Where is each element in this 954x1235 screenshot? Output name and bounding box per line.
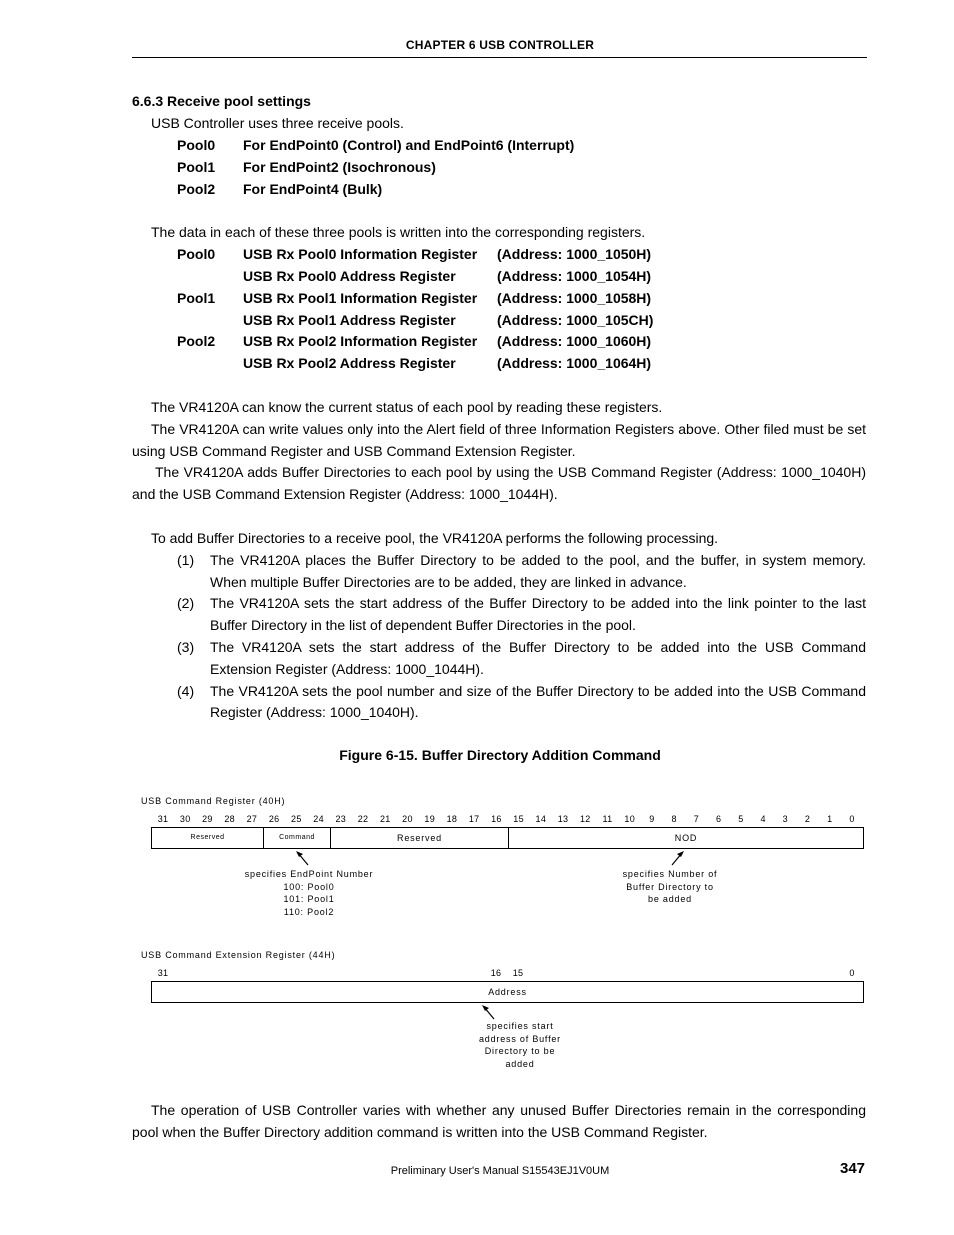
bit-number: 2 (804, 814, 811, 824)
pool-name: Pool0 (177, 137, 216, 153)
bit-number: 30 (179, 814, 191, 824)
bit-number: 27 (246, 814, 258, 824)
bit-number: 16 (491, 814, 502, 824)
note-nod: specifies Number of Buffer Directory to be added (622, 869, 718, 904)
register-label: USB Command Register (40H) (141, 796, 286, 806)
bit-numbers-row (0, 814, 954, 826)
bit-number: 12 (579, 814, 591, 824)
field-reserved-high: Reserved (152, 828, 264, 848)
register-address: (Address: 1000_1064H) (497, 355, 652, 371)
register-pool: Pool0 (177, 246, 216, 262)
bit-number: 26 (268, 814, 280, 824)
note-address: specifies start address of Buffer Directory to be added (479, 1021, 561, 1069)
register-name: USB Rx Pool2 Address Register (243, 355, 456, 371)
paragraph-line: and the USB Command Extension Register (Address: 1000_1044H). (132, 486, 558, 502)
bit-number: 23 (335, 814, 347, 824)
page-number: 347 (840, 1160, 866, 1177)
footer-manual: Preliminary User's Manual S15543EJ1V0UM (390, 1165, 610, 1177)
usb-command-register (151, 827, 864, 849)
register-pool: Pool2 (177, 333, 216, 349)
bit-number: 0 (849, 814, 855, 824)
section-title: 6.6.3 Receive pool settings (132, 93, 311, 109)
step-text: Buffer Directory in the list of dependent Buffer Directories in the pool. (210, 617, 636, 633)
paragraph-line: using USB Command Register and USB Command Extension Register. (132, 443, 576, 459)
bit-number: 31 (157, 814, 169, 824)
bit-number: 18 (446, 814, 458, 824)
arrow-icon (290, 848, 314, 868)
bit-number: 17 (468, 814, 480, 824)
bit-number: 19 (424, 814, 436, 824)
arrow-icon (666, 848, 690, 868)
step-text: Register (Address: 1000_1040H). (210, 704, 419, 720)
field-reserved-mid: Reserved (331, 828, 509, 848)
bit-number: 15 (513, 814, 524, 824)
figure-title: Figure 6-15. Buffer Directory Addition Command (339, 747, 661, 763)
pool-desc: For EndPoint4 (Bulk) (243, 181, 383, 197)
bit-number: 4 (760, 814, 766, 824)
register-pool: Pool1 (177, 290, 216, 306)
paragraph-line: The VR4120A can write values only into the Alert field of three Information Registers above. Other filed must be set (151, 421, 866, 437)
register-name: USB Rx Pool1 Address Register (243, 312, 456, 328)
step-text: The VR4120A places the Buffer Directory to be added to the pool, and the buffer, in system memory. (210, 552, 866, 568)
section-intro: USB Controller uses three receive pools. (151, 115, 404, 131)
bit-number: 10 (624, 814, 636, 824)
header-rule (132, 57, 867, 58)
paragraph-line: The VR4120A adds Buffer Directories to each pool by using the USB Command Register (Address: 1000_1040H) (155, 464, 866, 480)
register-address: (Address: 1000_1050H) (497, 246, 652, 262)
chapter-header: CHAPTER 6 USB CONTROLLER (405, 38, 595, 52)
registers-intro: The data in each of these three pools is written into the corresponding registers. (151, 224, 646, 240)
bit-number: 25 (291, 814, 302, 824)
bit-number: 22 (357, 814, 369, 824)
register-name: USB Rx Pool1 Information Register (243, 290, 478, 306)
bit-number: 8 (671, 814, 677, 824)
step-text: The VR4120A sets the start address of the Buffer Directory to be added into the link pointer to the last (210, 595, 866, 611)
field-nod: NOD (674, 833, 698, 843)
register-address: (Address: 1000_1060H) (497, 333, 652, 349)
bit-number: 5 (738, 814, 744, 824)
bit-number: 24 (313, 814, 324, 824)
bit-number: 1 (827, 814, 833, 824)
bit-number: 0 (849, 968, 855, 978)
bit-number: 9 (649, 814, 655, 824)
register-address: (Address: 1000_1054H) (497, 268, 652, 284)
bit-number: 13 (557, 814, 569, 824)
pool-name: Pool1 (177, 159, 216, 175)
step-number: (3) (177, 639, 195, 655)
step-text: Extension Register (Address: 1000_1044H). (210, 661, 484, 677)
bit-number: 21 (379, 814, 391, 824)
note-endpoint-number: specifies EndPoint Number 100: Pool0 101: Pool1 110: Pool2 (244, 869, 374, 917)
pool-name: Pool2 (177, 181, 216, 197)
register-label: USB Command Extension Register (44H) (141, 950, 336, 960)
register-name: USB Rx Pool0 Information Register (243, 246, 478, 262)
bit-number: 11 (602, 814, 613, 824)
pool-desc: For EndPoint2 (Isochronous) (243, 159, 436, 175)
bit-number: 15 (512, 968, 524, 978)
bit-number: 20 (402, 814, 413, 824)
bit-number: 28 (224, 814, 235, 824)
step-text: The VR4120A sets the start address of the Buffer Directory to be added into the USB Command (210, 639, 866, 655)
bit-number: 7 (693, 814, 700, 824)
step-text: The VR4120A sets the pool number and size of the Buffer Directory to be added into the USB Command (210, 683, 866, 699)
paragraph: The VR4120A can know the current status of each pool by reading these registers. (151, 399, 663, 415)
field-command: Command (264, 828, 331, 848)
register-address: (Address: 1000_105CH) (497, 312, 654, 328)
register-name: USB Rx Pool0 Address Register (243, 268, 456, 284)
step-number: (4) (177, 683, 195, 699)
step-text: When multiple Buffer Directories are to be added, they are linked in advance. (210, 574, 687, 590)
bit-number: 14 (535, 814, 547, 824)
register-name: USB Rx Pool2 Information Register (243, 333, 478, 349)
bit-number: 3 (782, 814, 788, 824)
field-address: Address (488, 987, 527, 997)
paragraph-line: pool when the Buffer Directory addition command is written into the USB Command Register. (132, 1124, 708, 1140)
bit-number: 31 (157, 968, 169, 978)
pool-desc: For EndPoint0 (Control) and EndPoint6 (Interrupt) (243, 137, 575, 153)
paragraph-line: The operation of USB Controller varies with whether any unused Buffer Directories remain in the corresponding (151, 1102, 866, 1118)
step-number: (1) (177, 552, 195, 568)
step-number: (2) (177, 595, 195, 611)
bit-number: 6 (715, 814, 722, 824)
bit-number: 29 (202, 814, 213, 824)
bit-number: 16 (490, 968, 502, 978)
register-address: (Address: 1000_1058H) (497, 290, 652, 306)
arrow-icon (476, 1002, 500, 1022)
usb-command-extension-register (151, 981, 864, 1003)
steps-intro: To add Buffer Directories to a receive pool, the VR4120A performs the following processing. (151, 530, 719, 546)
